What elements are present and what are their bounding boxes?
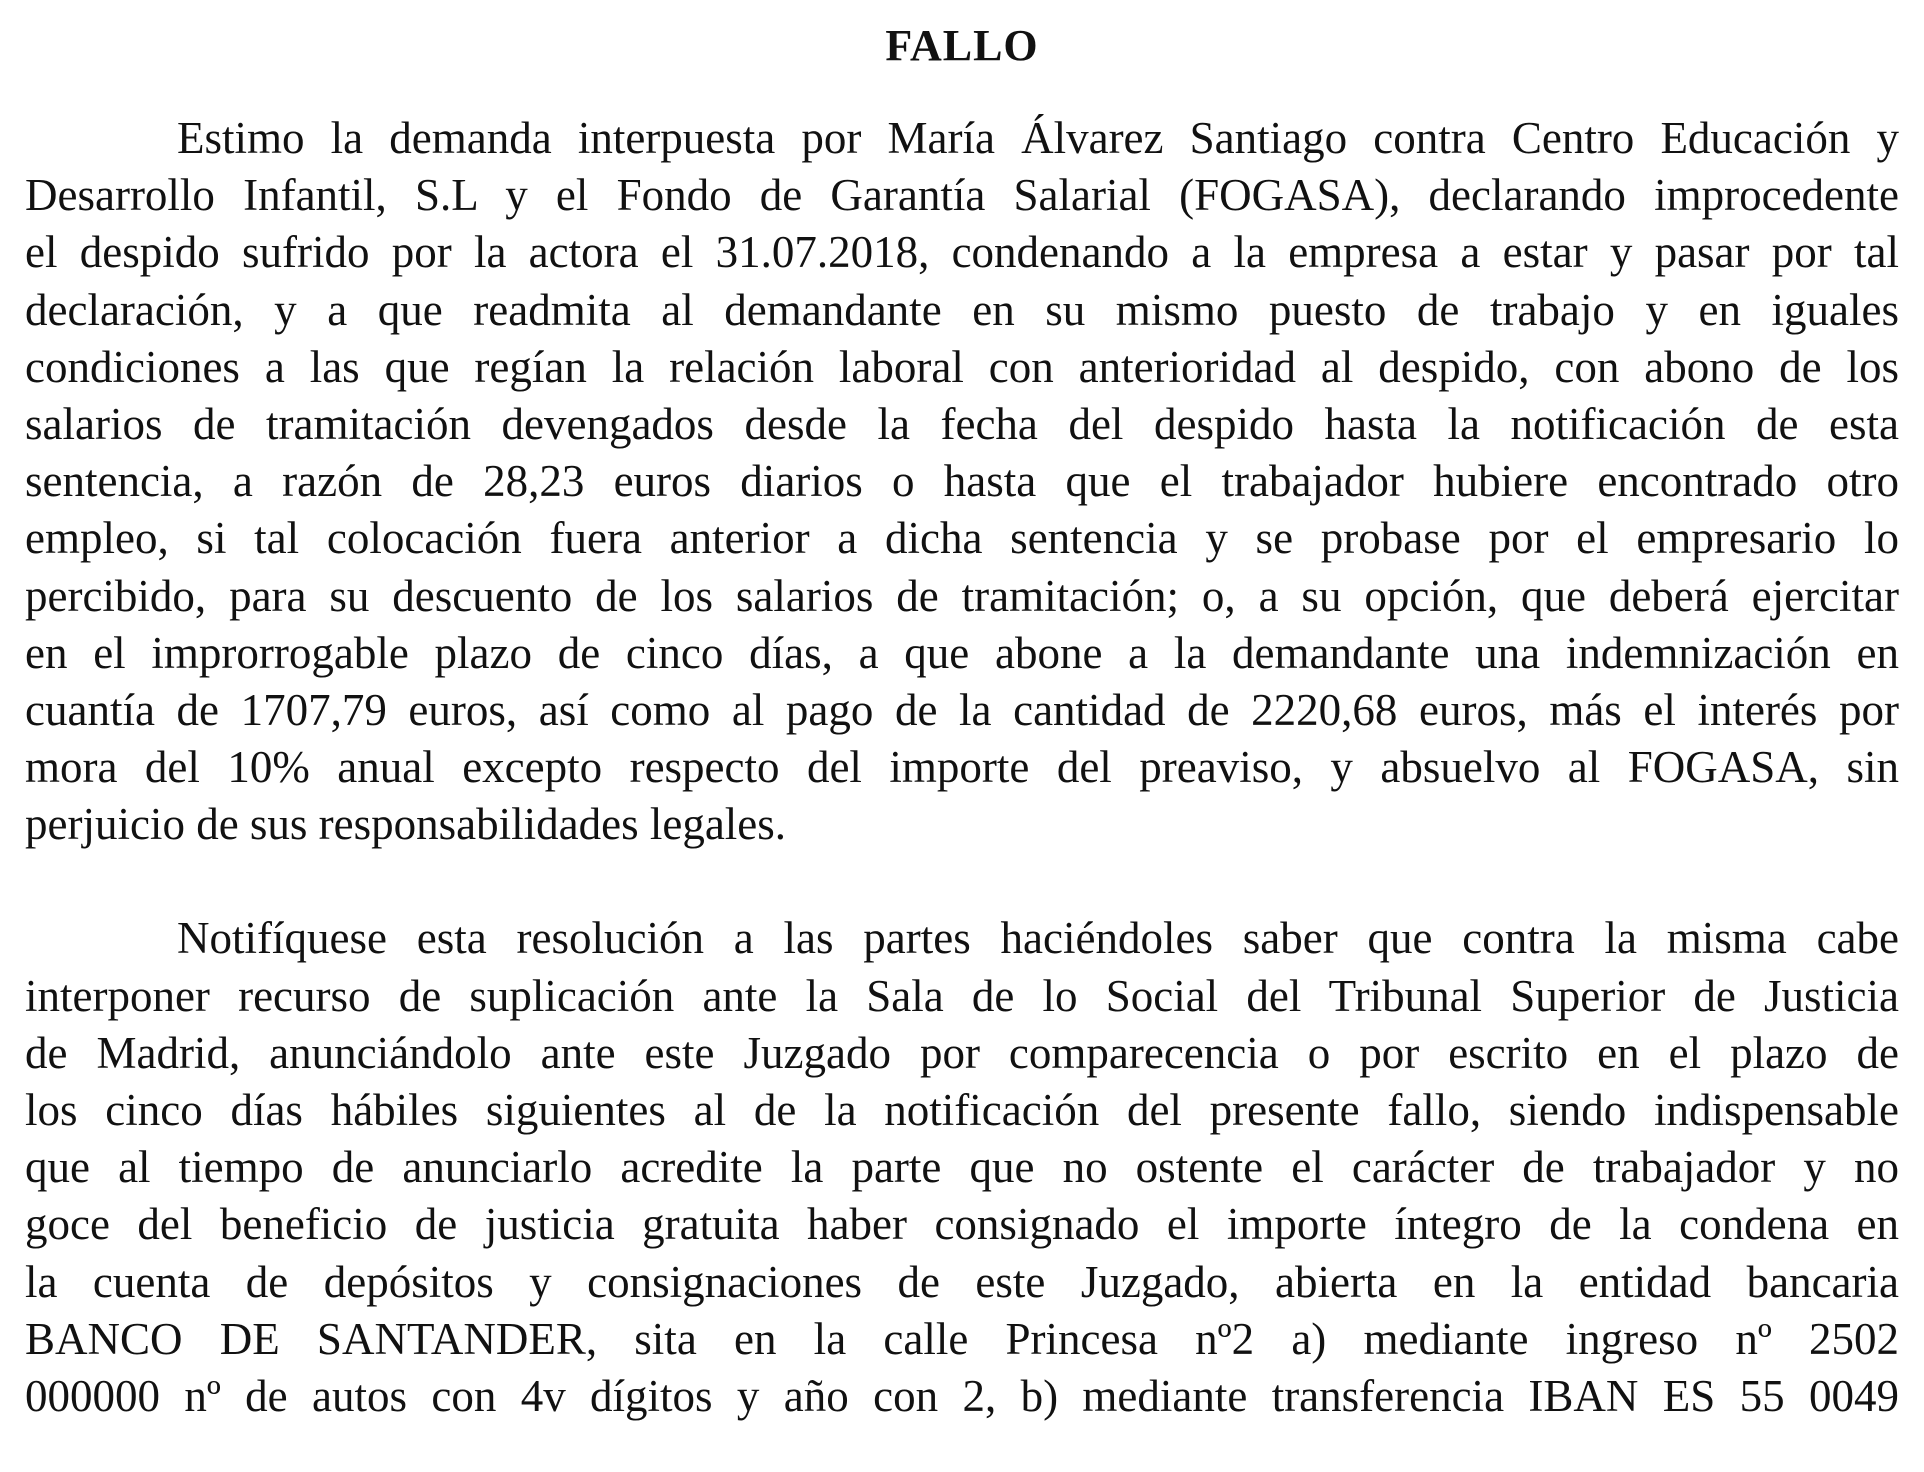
paragraph-line: sentencia, a razón de 28,23 euros diarios o hasta que el trabajador hubiere encontrado otro	[25, 456, 1899, 507]
paragraph-line: Notifíquese esta resolución a las partes haciéndoles saber que contra la misma cabe	[177, 913, 1899, 964]
paragraph-line: de Madrid, anunciándolo ante este Juzgado por comparecencia o por escrito en el plazo de	[25, 1027, 1899, 1078]
paragraph-line: el despido sufrido por la actora el 31.07.2018, condenando a la empresa a estar y pasar por tal	[25, 227, 1899, 278]
paragraph-line: perjuicio de sus responsabilidades legales.	[25, 799, 787, 850]
paragraph-line: percibido, para su descuento de los salarios de tramitación; o, a su opción, que deberá ejercitar	[25, 570, 1899, 621]
paragraph-line: cuantía de 1707,79 euros, así como al pago de la cantidad de 2220,68 euros, más el interés por	[25, 684, 1899, 735]
paragraph-line: interponer recurso de suplicación ante la Sala de lo Social del Tribunal Superior de Justicia	[25, 970, 1899, 1021]
paragraph-line: salarios de tramitación devengados desde la fecha del despido hasta la notificación de esta	[25, 398, 1899, 449]
paragraph-line: que al tiempo de anunciarlo acredite la parte que no ostente el carácter de trabajador y no	[25, 1142, 1899, 1193]
document-title: FALLO	[885, 21, 1039, 70]
paragraph-line: empleo, si tal colocación fuera anterior a dicha sentencia y se probase por el empresario lo	[25, 513, 1899, 564]
paragraph-line: Estimo la demanda interpuesta por María Álvarez Santiago contra Centro Educación y	[177, 113, 1899, 163]
paragraph-notification	[25, 910, 1899, 1425]
paragraph-line: Desarrollo Infantil, S.L y el Fondo de Garantía Salarial (FOGASA), declarando improcedente	[25, 170, 1899, 221]
paragraph-line: BANCO DE SANTANDER, sita en la calle Princesa nº2 a) mediante ingreso nº 2502	[25, 1313, 1899, 1364]
paragraph-line: la cuenta de depósitos y consignaciones de este Juzgado, abierta en la entidad bancaria	[25, 1256, 1899, 1307]
document-page	[25, 0, 1899, 1425]
paragraph-line: goce del beneficio de justicia gratuita haber consignado el importe íntegro de la condena en	[25, 1199, 1899, 1250]
paragraph-line: mora del 10% anual excepto respecto del importe del preaviso, y absuelvo al FOGASA, sin	[25, 742, 1899, 793]
paragraph-line: los cinco días hábiles siguientes al de la notificación del presente fallo, siendo indispensable	[25, 1085, 1899, 1135]
paragraph-line: condiciones a las que regían la relación laboral con anterioridad al despido, con abono de los	[25, 341, 1899, 392]
paragraph-ruling	[25, 110, 1899, 853]
paragraph-line: en el improrrogable plazo de cinco días, a que abone a la demandante una indemnización en	[25, 627, 1899, 678]
paragraph-line: declaración, y a que readmita al demandante en su mismo puesto de trabajo y en iguales	[25, 284, 1899, 335]
paragraph-line: 000000 nº de autos con 4v dígitos y año con 2, b) mediante transferencia IBAN ES 55 0049	[25, 1370, 1899, 1421]
